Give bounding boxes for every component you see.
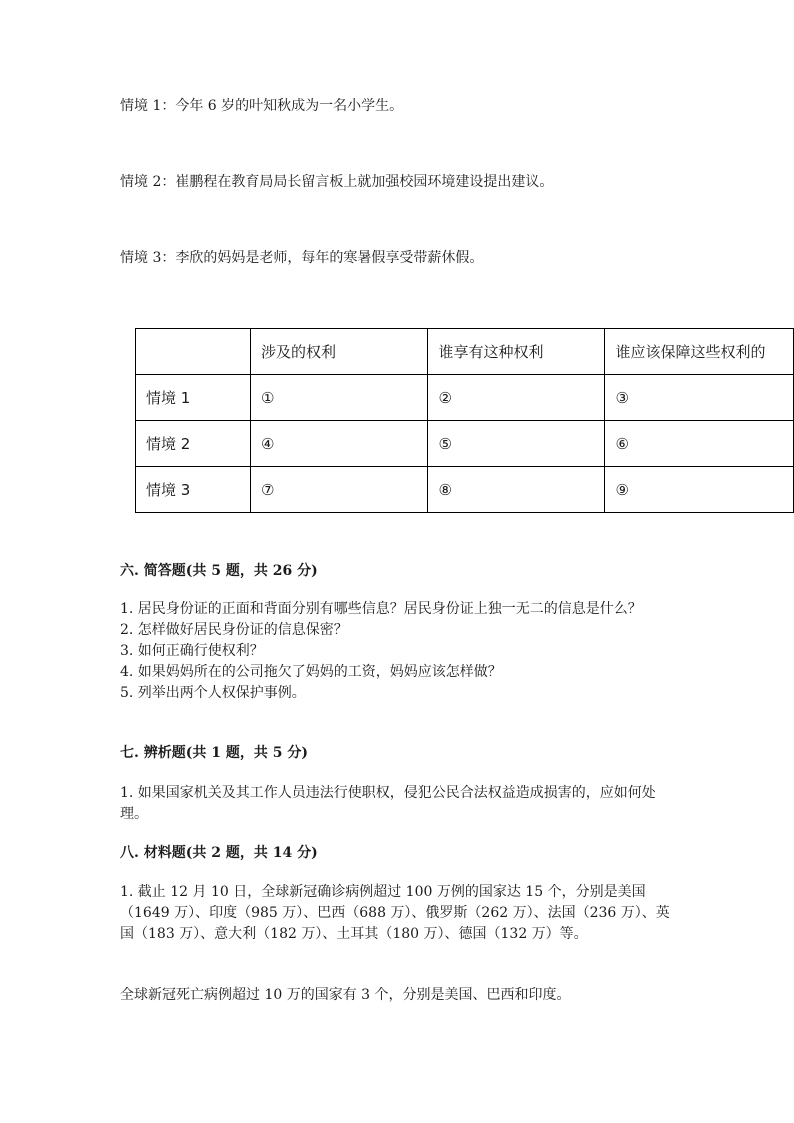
section-title-material: 八. 材料题(共 2 题，共 14 分) [120, 845, 318, 861]
short-answer-questions [120, 599, 680, 704]
table-header-cell [136, 329, 251, 375]
question-item: 3. 如何正确行使权利？ [120, 643, 264, 659]
material-question-2 [120, 985, 680, 1006]
question-item: 2. 怎样做好居民身份证的信息保密？ [120, 622, 348, 638]
table-row [136, 421, 794, 467]
question-item: 4. 如果妈妈所在的公司拖欠了妈妈的工资，妈妈应该怎样做？ [120, 664, 502, 680]
table-cell: ⑧ [428, 467, 605, 513]
table-cell: 情境 1 [136, 375, 251, 421]
table-cell: ⑦ [251, 467, 428, 513]
table-header-row [136, 329, 794, 375]
question-item: 1. 居民身份证的正面和背面分别有哪些信息？居民身份证上独一无二的信息是什么？ [120, 601, 642, 617]
material-paragraph: 1. 截止 12 月 10 日，全球新冠确诊病例超过 100 万例的国家达 15 个，分别是美国（1649 万）、印度（985 万）、巴西（688 万）、俄罗斯（262 万）、法国（236 万）、英国（183 万）、意大利（182 万）、土耳其（180 万）、德国（132 万）等。 [120, 884, 670, 942]
table-row [136, 467, 794, 513]
question-item: 1. 如果国家机关及其工作人员违法行使职权，侵犯公民合法权益造成损害的，应如何处理。 [120, 785, 656, 822]
table-cell: ② [428, 375, 605, 421]
section-title-short-answer: 六. 简答题(共 5 题，共 26 分) [120, 563, 318, 579]
table-cell: ⑤ [428, 421, 605, 467]
scenario-2-text: 情境 2：崔鹏程在教育局局长留言板上就加强校园环境建设提出建议。 [120, 174, 554, 190]
table-header-cell: 谁享有这种权利 [428, 329, 605, 375]
rights-table [135, 328, 794, 513]
table-cell: 情境 3 [136, 467, 251, 513]
table-cell: ③ [605, 375, 794, 421]
scenario-1-text: 情境 1：今年 6 岁的叶知秋成为一名小学生。 [120, 98, 404, 114]
table-cell: ⑥ [605, 421, 794, 467]
table-cell: 情境 2 [136, 421, 251, 467]
table-header-cell: 涉及的权利 [251, 329, 428, 375]
question-item: 5. 列举出两个人权保护事例。 [120, 685, 306, 701]
material-question-1 [120, 882, 680, 945]
scenario-3-text: 情境 3：李欣的妈妈是老师，每年的寒暑假享受带薪休假。 [120, 250, 484, 266]
section-title-analysis: 七. 辨析题(共 1 题，共 5 分) [120, 745, 308, 761]
analysis-questions [120, 783, 680, 825]
table-header-cell: 谁应该保障这些权利的 [605, 329, 794, 375]
table-cell: ⑨ [605, 467, 794, 513]
table-cell: ① [251, 375, 428, 421]
table-row [136, 375, 794, 421]
table-cell: ④ [251, 421, 428, 467]
material-paragraph: 全球新冠死亡病例超过 10 万的国家有 3 个，分别是美国、巴西和印度。 [120, 987, 571, 1003]
